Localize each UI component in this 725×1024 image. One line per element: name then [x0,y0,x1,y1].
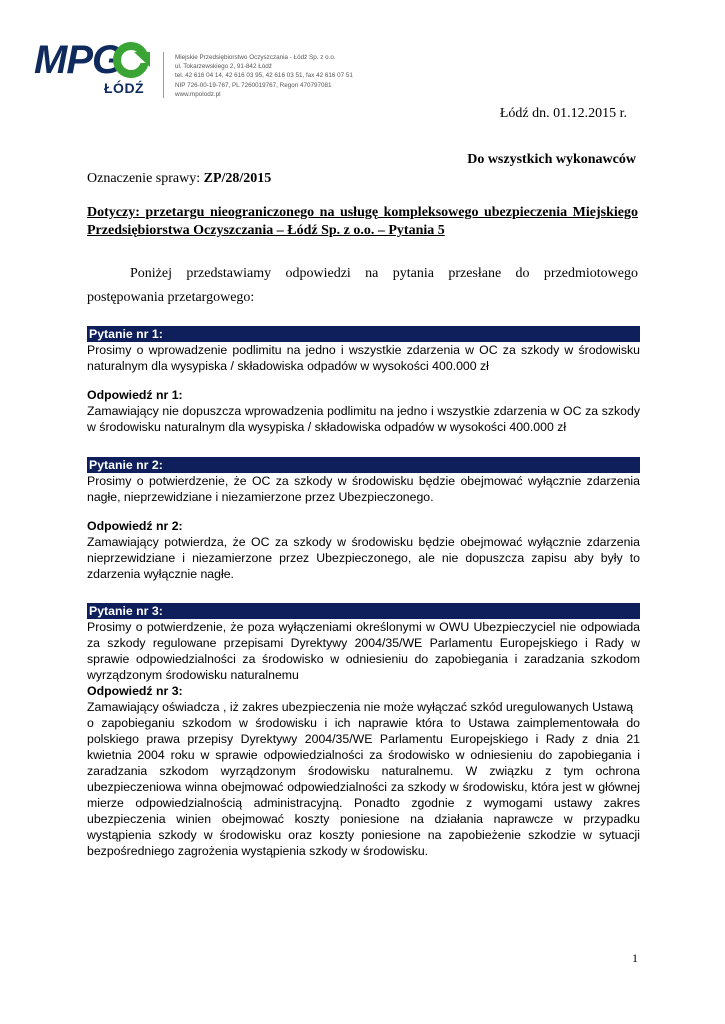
question-header: Pytanie nr 3: [87,603,640,619]
company-line: www.mpolodz.pl [175,90,221,98]
company-logo [34,38,154,100]
answer-label: Odpowiedź nr 3: [87,684,183,698]
subject-line: Dotyczy: przetargu nieograniczonego na usługę kompleksowego ubezpieczenia Miejskiego Przedsiębiorstwa Oczyszczania – Łódź Sp. z o.o. – Pytania 5 [87,205,638,238]
qa-block-3 [87,603,640,859]
recipient: Do wszystkich wykonawców [467,152,636,167]
page-number: 1 [632,951,638,965]
company-address [175,53,353,99]
qa-block-1 [87,326,640,435]
answer-text: Zamawiający nie dopuszcza wprowadzenia podlimitu na jedno i wszystkie zdarzenia w OC za szkody w środowisku naturalnym dla wysypiska / składowiska odpadów w wysokości 400.000 zł [87,404,640,434]
qa-block-2 [87,457,640,582]
answer-label: Odpowiedź nr 1: [87,388,183,402]
question-text: Prosimy o wprowadzenie podlimitu na jedno i wszystkie zdarzenia w OC za szkody w środowisku naturalnym dla wysypiska / składowiska odpadów w wysokości 400.000 zł [87,343,640,373]
answer-label: Odpowiedź nr 2: [87,519,183,533]
answer-text: o zapobieganiu szkodom w środowisku i ich naprawie która to Ustawa zaimplementowała do polskiego prawa przepisy Dyrektywy 2004/35/WE Parlamentu Europejskiego i Rady z dnia 21 kwietnia 2004 roku w sprawie odpowiedzialności za środowisko w odniesieniu do zapobiegania i zaradzania szkodom wyrządzonym środowisku naturalnemu. W związku z tym ochrona ubezpieczeniowa winna obejmować odpowiedzialności za szkody w środowisku, która jest w głównej mierze odpowiedzialnością administracyjną. Ponadto zgodnie z wymogami ustawy zakres ubezpieczenia winien obejmować koszty poniesione na działania naprawcze w przypadku wystąpienia szkody w środowisku oraz koszty poniesione na zapobieżenie szkodzie w sytuacji bezpośredniego zagrożenia wystąpienia szkody w środowisku. [87,716,640,858]
logo-city: ŁÓDŹ [104,80,145,96]
company-line: Miejskie Przedsiębiorstwo Oczyszczania - Łódź Sp. z o.o. [175,54,336,61]
question-header: Pytanie nr 1: [87,326,640,342]
question-text: Prosimy o potwierdzenie, że poza wyłączeniami określonymi w OWU Ubezpieczyciel nie odpowiada za szkody regulowane przepisami Dyrektywy 2004/35/WE Parlamentu Europejskiego i Rady w sprawie odpowiedzialności za środowisko w odniesieniu do zapobiegania i zaradzania szkodom wyrządzonym środowisku naturalnemu [87,620,640,682]
case-label: Oznaczenie sprawy: [87,171,204,186]
case-number: ZP/28/2015 [203,171,272,186]
answer-text-first-line: Zamawiający oświadcza , iż zakres ubezpieczenia nie może wyłączać szkód uregulowanych Ustawą [87,700,634,714]
date-line: Łódź dn. 01.12.2015 r. [499,106,627,121]
case-reference [87,171,271,187]
question-header: Pytanie nr 2: [87,457,640,473]
company-line: ul. Tokarzewskiego 2, 91-842 Łódź [175,63,272,71]
company-line: NIP 726-00-19-767, PL 7260019767, Regon 470797081 [175,81,332,89]
logo-text: MPG [34,38,123,82]
header-divider [163,52,164,98]
answer-text: Zamawiający potwierdza, że OC za szkody w środowisku będzie obejmować wyłącznie zdarzenia nieprzewidziane i niezamierzone przez Ubezpieczonego, ale nie dopuszcza zapisu aby były to zdarzenia wyłącznie nagłe. [87,535,640,581]
recycle-arrow-icon [112,40,152,80]
company-line: tel. 42 616 04 14, 42 616 03 95, 42 616 03 51, fax 42 616 07 51 [175,72,353,80]
intro-paragraph: Poniżej przedstawiamy odpowiedzi na pytania przesłane do przedmiotowego postępowania przetargowego: [87,266,638,305]
question-text: Prosimy o potwierdzenie, że OC za szkody w środowisku będzie obejmować wyłącznie zdarzenia nagłe, nieprzewidziane i niezamierzone przez Ubezpieczonego. [87,474,640,504]
